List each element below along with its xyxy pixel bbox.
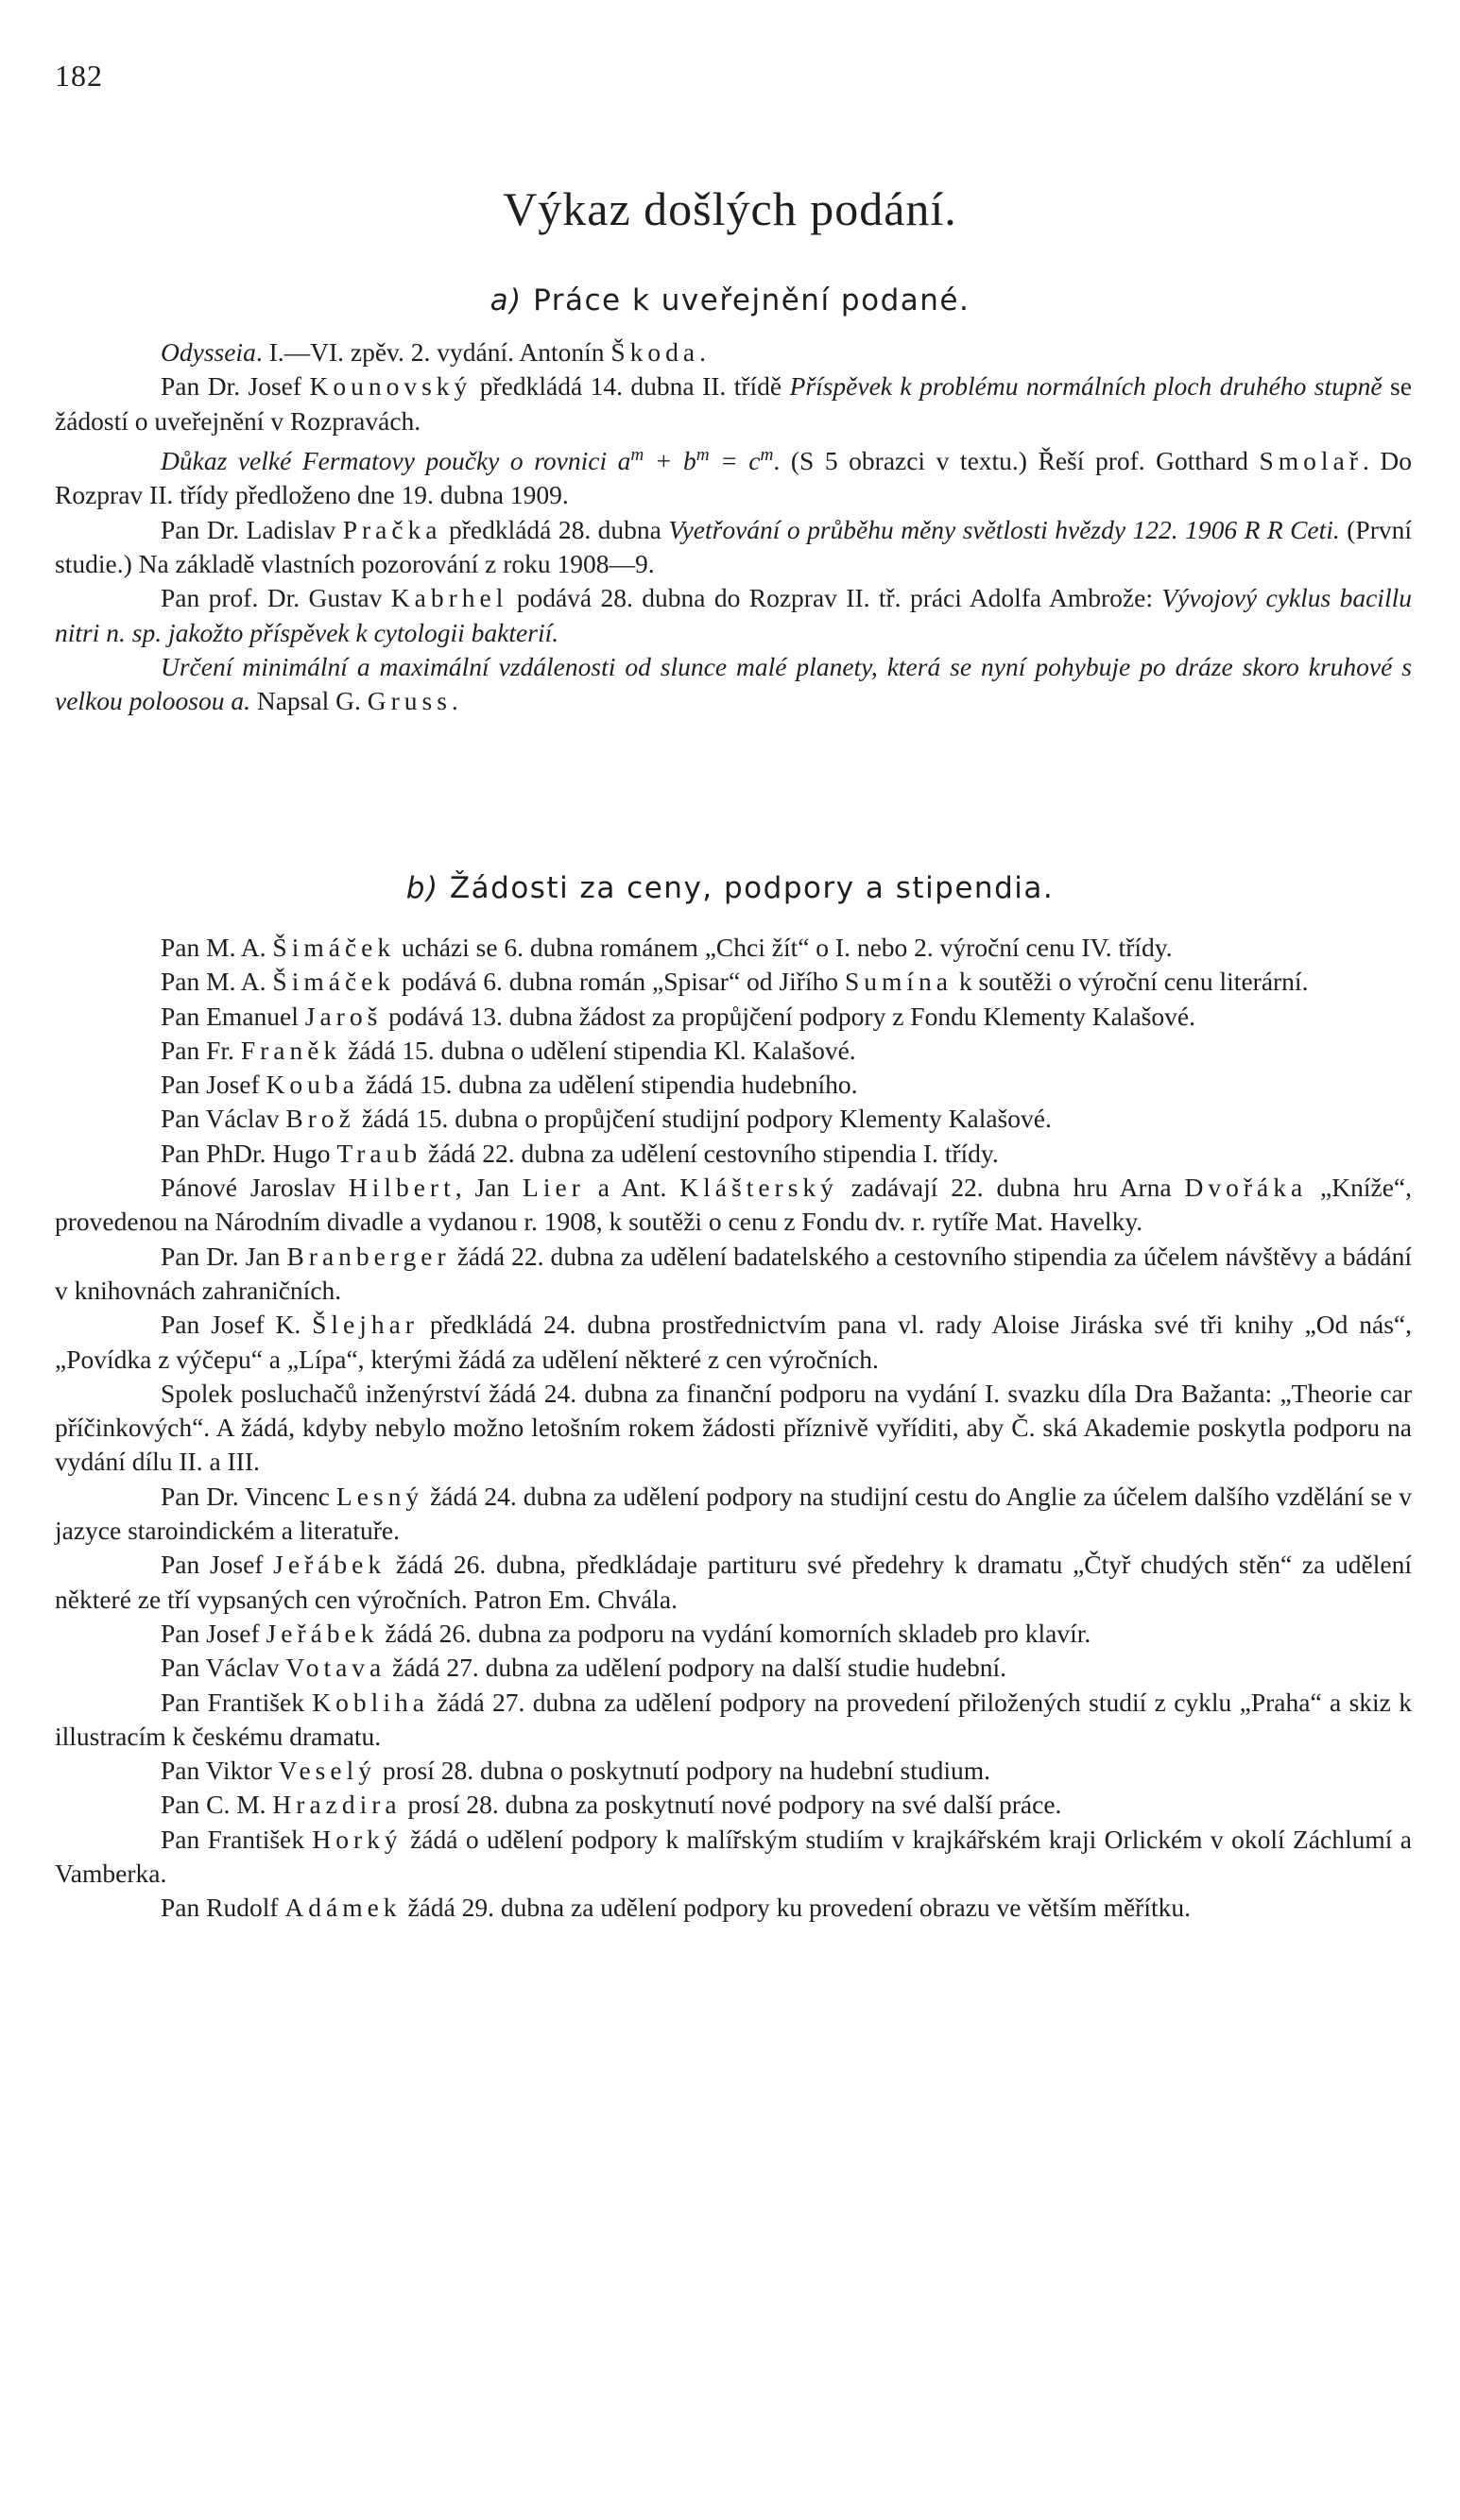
- text-run: a Ant.: [584, 1173, 680, 1203]
- spaced-name: Jeřábek: [273, 1550, 386, 1580]
- text-run: Pan František: [161, 1824, 313, 1854]
- spaced-name: Jeřábek: [266, 1618, 379, 1648]
- text-run: žádá 26. dubna, předkládaje partituru své předehry k dramatu „Čtyř chudých stěn“ za udělení některé ze tří vypsaných cen výročních. Patron Em. Chvála.: [55, 1550, 1412, 1614]
- section-b-body: [55, 931, 1412, 1926]
- spaced-name: Hrazdira: [272, 1790, 402, 1820]
- text-run: zadávají 22. dubna hru Arna: [837, 1173, 1185, 1203]
- paragraph: [55, 1617, 1412, 1651]
- text-run: Pan Viktor: [161, 1756, 279, 1786]
- text-run: Pan Václav: [161, 1653, 286, 1683]
- text-run: Spolek posluchačů inženýrství žádá 24. dubna za finanční podporu na vydání I. svazku díla Dra Bažanta: „Theorie car příčinkových“. A žádá, kdyby nebylo možno letošním rokem žádosti příznivě vyříditi, aby Č. ská Akademie poskytla podporu na vydání dílu II. a III.: [55, 1378, 1412, 1477]
- spaced-name: Franěk: [240, 1035, 342, 1065]
- italic-text: + b: [644, 446, 696, 476]
- section-a-heading: [0, 283, 1460, 317]
- text-run: předkládá 14. dubna II. třídě: [472, 371, 790, 402]
- text-run: Pan prof. Dr. Gustav: [161, 583, 391, 613]
- text-run: Pan Dr. Jan: [161, 1241, 287, 1271]
- text-run: „Kníže“, provedenou na Národním divadle a vydanou r. 1908, k soutěži o cenu z Fondu dv. r. rytíře Mat. Havelky.: [55, 1173, 1412, 1237]
- spaced-name: Horký: [312, 1824, 403, 1854]
- spaced-name: Klášterský: [679, 1173, 838, 1203]
- text-run: Pan Josef K.: [161, 1310, 313, 1340]
- paragraph: [55, 1754, 1412, 1788]
- text-run: Pánové Jaroslav: [161, 1173, 349, 1203]
- text-run: Pan Dr. Josef: [161, 371, 310, 402]
- paragraph: [55, 931, 1412, 965]
- spaced-name: Kabrhel: [390, 583, 508, 613]
- paragraph: [55, 1823, 1412, 1892]
- paragraph: [55, 1240, 1412, 1309]
- spaced-name: Šimáček: [272, 967, 396, 997]
- spaced-name: Votava: [285, 1653, 386, 1683]
- text-run: žádá 27. dubna za udělení podpory na provedení přiložených studií z cyklu „Praha“ a skiz k illustracím k českému dramatu.: [55, 1687, 1412, 1751]
- text-run: žádá 27. dubna za udělení podpory na další studie hudební.: [386, 1653, 1007, 1683]
- spaced-name: Hilbert: [348, 1173, 455, 1203]
- text-run: (První studie.) Na základě vlastních pozorování z roku 1908—9.: [55, 514, 1412, 578]
- text-run: podává 6. dubna román „Spisar“ od Jiřího: [395, 967, 845, 997]
- text-run: Pan Josef: [161, 1618, 266, 1648]
- spaced-name: Lier: [523, 1173, 585, 1203]
- text-run: žádá 15. dubna za udělení stipendia hudebního.: [358, 1070, 858, 1100]
- text-run: žádá 24. dubna za udělení podpory na studijní cestu do Anglie za účelem dalšího vzdělání se v jazyce staroindickém a literatuře.: [55, 1481, 1412, 1546]
- paragraph: [55, 1686, 1412, 1755]
- italic-text: m: [630, 444, 644, 465]
- section-b-marker: b): [405, 871, 439, 905]
- spaced-name: Šimáček: [272, 933, 396, 962]
- spaced-name: Smolař: [1259, 446, 1363, 476]
- text-run: se žádostí o uveřejnění v Rozpravách.: [55, 371, 1412, 436]
- spaced-name: Škoda: [610, 337, 700, 367]
- text-run: žádá 22. dubna za udělení badatelského a cestovního stipendia za účelem návštěvy a bádání v knihovnách zahraničních.: [55, 1241, 1412, 1305]
- paragraph: [55, 1480, 1412, 1549]
- text-run: podává 13. dubna žádost za propůjčení podpory z Fondu Klementy Kalašové.: [382, 1001, 1195, 1031]
- spaced-name: Kounovský: [309, 371, 472, 402]
- text-run: ucházi se 6. dubna románem „Chci žít“ o I. nebo 2. výroční cenu IV. třídy.: [395, 933, 1173, 962]
- italic-text: m: [696, 444, 710, 465]
- section-a-marker: a): [490, 283, 523, 317]
- page-title: Výkaz došlých podání.: [503, 182, 957, 235]
- paragraph: [55, 369, 1412, 438]
- page-number: 182: [55, 59, 103, 93]
- paragraph: [55, 1308, 1412, 1377]
- italic-text: Určení minimální a maximální vzdálenosti od slunce malé planety, která se nyní pohybuje po dráze skoro kruhové s velkou poloosou a.: [55, 651, 1412, 716]
- spaced-name: Adámek: [284, 1893, 402, 1923]
- italic-text: Vyetřování o průběhu měny světlosti hvězdy 122. 1906 R R Ceti.: [668, 514, 1340, 544]
- spaced-name: Jaroš: [304, 1001, 383, 1031]
- paragraph: [55, 1377, 1412, 1480]
- text-run: žádá 15. dubna o propůjčení studijní podpory Klementy Kalašové.: [354, 1104, 1052, 1134]
- paragraph: [55, 1137, 1412, 1171]
- section-b-title: Žádosti za ceny, podpory a stipendia.: [449, 871, 1055, 905]
- spaced-name: Brož: [285, 1104, 355, 1134]
- text-run: Pan M. A.: [161, 967, 273, 997]
- text-run: Pan Václav: [161, 1104, 286, 1134]
- italic-text: Důkaz velké Fermatovy poučky o rovnici a: [161, 446, 631, 476]
- text-run: Pan Fr.: [161, 1035, 241, 1065]
- spaced-name: Gruss: [367, 686, 452, 716]
- paragraph: [55, 513, 1412, 582]
- paragraph: [55, 1000, 1412, 1034]
- paragraph: [55, 438, 1412, 513]
- paragraph: [55, 1891, 1412, 1925]
- paragraph: [55, 650, 1412, 719]
- paragraph: [55, 1651, 1412, 1685]
- paragraph: [55, 1548, 1412, 1617]
- text-run: Pan Josef: [161, 1070, 266, 1100]
- paragraph: [55, 965, 1412, 999]
- paragraph: [55, 335, 1412, 369]
- text-run: Pan C. M.: [161, 1790, 273, 1820]
- text-run: Pan Dr. Ladislav: [161, 514, 343, 544]
- spaced-name: Pračka: [342, 514, 442, 544]
- italic-text: Příspěvek k problému normálních ploch druhého stupně: [789, 371, 1383, 402]
- text-run: prosí 28. dubna o poskytnutí podpory na hudební studium.: [375, 1756, 991, 1786]
- text-run: k soutěži o výroční cenu literární.: [952, 967, 1309, 997]
- text-run: Pan Emanuel: [161, 1001, 305, 1031]
- text-run: Pan PhDr. Hugo: [161, 1138, 337, 1168]
- section-a-title: Práce k uveřejnění podané.: [533, 283, 970, 317]
- paragraph: [55, 1788, 1412, 1822]
- text-run: Pan M. A.: [161, 933, 273, 962]
- text-run: prosí 28. dubna za poskytnutí nové podpory na své další práce.: [401, 1790, 1062, 1820]
- text-run: Pan František: [161, 1687, 313, 1717]
- text-run: předkládá 24. dubna prostřednictvím pana vl. rady Aloise Jiráska své tři knihy „Od nás“, „Povídka z výčepu“ a „Lípa“, kterými žádá za udělení některé z cen výročních.: [55, 1310, 1412, 1374]
- text-run: . Do Rozprav II. třídy předloženo dne 19. dubna 1909.: [55, 446, 1412, 510]
- spaced-name: Veselý: [278, 1756, 376, 1786]
- text-run: podává 28. dubna do Rozprav II. tř. práci Adolfa Ambrože:: [507, 583, 1162, 613]
- text-run: Pan Josef: [161, 1550, 274, 1580]
- italic-text: Odysseia: [161, 337, 256, 367]
- spaced-name: Dvořáka: [1184, 1173, 1308, 1203]
- spaced-name: Branberger: [286, 1241, 451, 1271]
- text-run: .: [451, 686, 458, 716]
- text-run: Pan Rudolf: [161, 1893, 285, 1923]
- text-run: .: [699, 337, 706, 367]
- text-run: . (S 5 obrazci v textu.) Řeší prof. Gotthard: [773, 446, 1260, 476]
- text-run: Pan Dr. Vincenc: [161, 1481, 336, 1511]
- spaced-name: Lesný: [335, 1481, 424, 1511]
- paragraph: [55, 581, 1412, 650]
- text-run: žádá 22. dubna za udělení cestovního stipendia I. třídy.: [421, 1138, 999, 1168]
- paragraph: [55, 1034, 1412, 1068]
- text-run: předkládá 28. dubna: [441, 514, 669, 544]
- paragraph: [55, 1171, 1412, 1240]
- text-run: žádá 29. dubna za udělení podpory ku provedení obrazu ve větším měřítku.: [401, 1893, 1191, 1923]
- spaced-name: Šlejhar: [312, 1310, 419, 1340]
- spaced-name: Sumína: [844, 967, 953, 997]
- spaced-name: Kouba: [266, 1070, 359, 1100]
- text-run: žádá 26. dubna za podporu na vydání komorních skladeb pro klavír.: [378, 1618, 1091, 1648]
- text-run: , Jan: [455, 1173, 524, 1203]
- paragraph: [55, 1068, 1412, 1102]
- text-run: žádá o udělení podpory k malířským studiím v krajkářském kraji Orlickém v okolí Záchlumí a Vamberka.: [55, 1824, 1412, 1889]
- text-run: žádá 15. dubna o udělení stipendia Kl. Kalašové.: [341, 1035, 856, 1065]
- text-run: Napsal G.: [249, 686, 368, 716]
- section-b-heading: [0, 871, 1460, 905]
- text-run: . I.—VI. zpěv. 2. vydání. Antonín: [255, 337, 611, 367]
- paragraph: [55, 1102, 1412, 1136]
- italic-text: = c: [709, 446, 761, 476]
- spaced-name: Kobliha: [312, 1687, 429, 1717]
- italic-text: Vývojový cyklus bacillu nitri n. sp. jakožto příspěvek k cytologii bakterií.: [55, 583, 1412, 647]
- italic-text: m: [760, 444, 774, 465]
- section-a-body: [55, 335, 1412, 718]
- spaced-name: Traub: [336, 1138, 422, 1168]
